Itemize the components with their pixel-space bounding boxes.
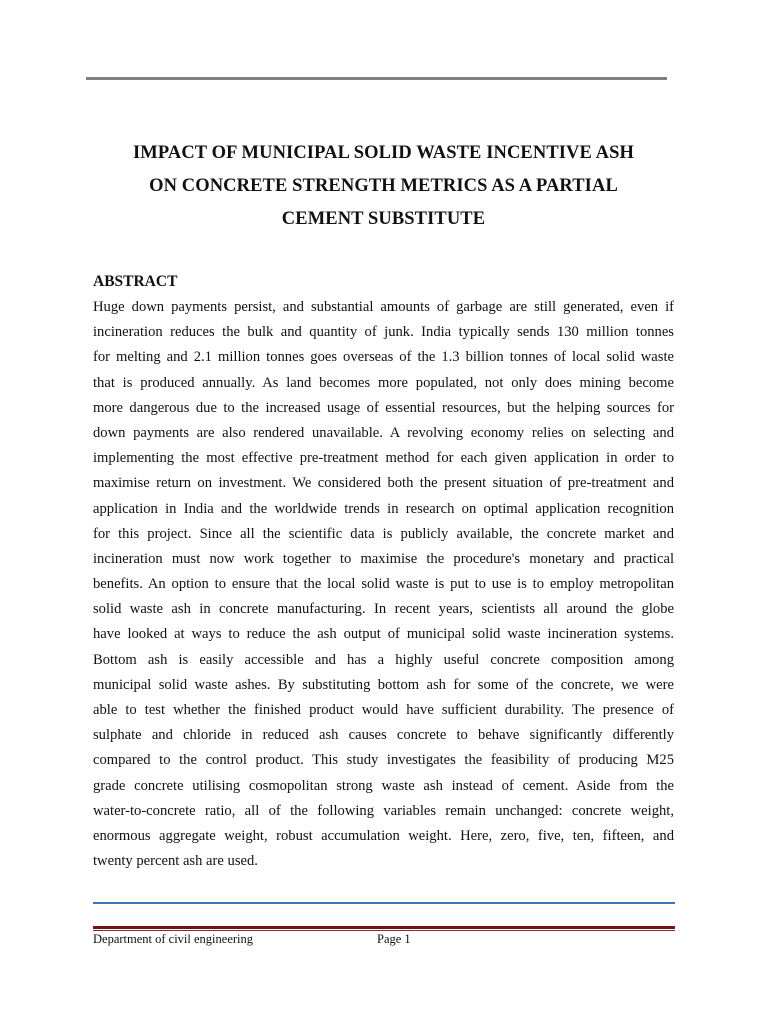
footer-blue-divider bbox=[93, 902, 675, 904]
abstract-paragraph bbox=[93, 295, 674, 874]
abstract-line: maximise return on investment. We considered both the present situation of pre-treatment and bbox=[93, 475, 674, 492]
abstract-line: sulphate and chloride in reduced ash causes concrete to behave significantly differently bbox=[93, 727, 674, 744]
abstract-line: water-to-concrete ratio, all of the following variables remain unchanged: concrete weight, bbox=[93, 802, 674, 819]
abstract-line: more dangerous due to the increased usage of essential resources, but the helping sources for bbox=[93, 399, 674, 416]
document-title bbox=[93, 137, 674, 236]
abstract-line: Bottom ash is easily accessible and has a highly useful concrete composition among bbox=[93, 651, 674, 668]
abstract-line: application in India and the worldwide trends in research on optimal application recognition bbox=[93, 500, 674, 517]
title-line: ON CONCRETE STRENGTH METRICS AS A PARTIAL bbox=[149, 176, 618, 196]
abstract-line: benefits. An option to ensure that the local solid waste is put to use is to employ metropolitan bbox=[93, 576, 674, 593]
abstract-line: enormous aggregate weight, robust accumulation weight. Here, zero, five, ten, fifteen, and bbox=[93, 827, 674, 844]
abstract-line: for melting and 2.1 million tonnes goes overseas of the 1.3 billion tonnes of local solid waste bbox=[93, 349, 674, 366]
abstract-line: down payments are also rendered unavailable. A revolving economy relies on selecting and bbox=[93, 424, 674, 441]
title-line: IMPACT OF MUNICIPAL SOLID WASTE INCENTIVE ASH bbox=[132, 143, 634, 163]
footer-rule-thick bbox=[93, 926, 675, 929]
abstract-line: twenty percent ash are used. bbox=[93, 853, 258, 870]
header-rule bbox=[86, 77, 667, 80]
abstract-heading: ABSTRACT bbox=[93, 273, 178, 290]
abstract-line: incineration must now work together to maximise the procedure's monetary and practical bbox=[93, 550, 674, 567]
abstract-line: that is produced annually. As land becomes more populated, not only does mining become bbox=[93, 374, 674, 391]
footer-department: Department of civil engineering bbox=[93, 932, 254, 946]
abstract-line: grade concrete utilising cosmopolitan strong waste ash instead of cement. Aside from the bbox=[93, 777, 674, 794]
abstract-line: implementing the most effective pre-treatment method for each given application in order to bbox=[93, 450, 674, 467]
abstract-line: able to test whether the finished product would have sufficient durability. The presence of bbox=[93, 702, 674, 718]
abstract-line: Huge down payments persist, and substantial amounts of garbage are still generated, even if bbox=[93, 299, 674, 315]
abstract-line: compared to the control product. This study investigates the feasibility of producing M25 bbox=[93, 752, 674, 769]
abstract-line: solid waste ash in concrete manufacturing. In recent years, scientists all around the globe bbox=[93, 601, 674, 618]
abstract-line: have looked at ways to reduce the ash output of municipal solid waste incineration systems. bbox=[93, 626, 674, 643]
footer-page-number: Page 1 bbox=[377, 932, 411, 946]
abstract-line: municipal solid waste ashes. By substituting bottom ash for some of the concrete, we were bbox=[93, 676, 674, 693]
abstract-line: for this project. Since all the scientific data is publicly available, the concrete market and bbox=[93, 525, 674, 542]
title-line: CEMENT SUBSTITUTE bbox=[281, 209, 486, 229]
abstract-line: incineration reduces the bulk and quantity of junk. India typically sends 130 million tonnes bbox=[93, 324, 674, 341]
